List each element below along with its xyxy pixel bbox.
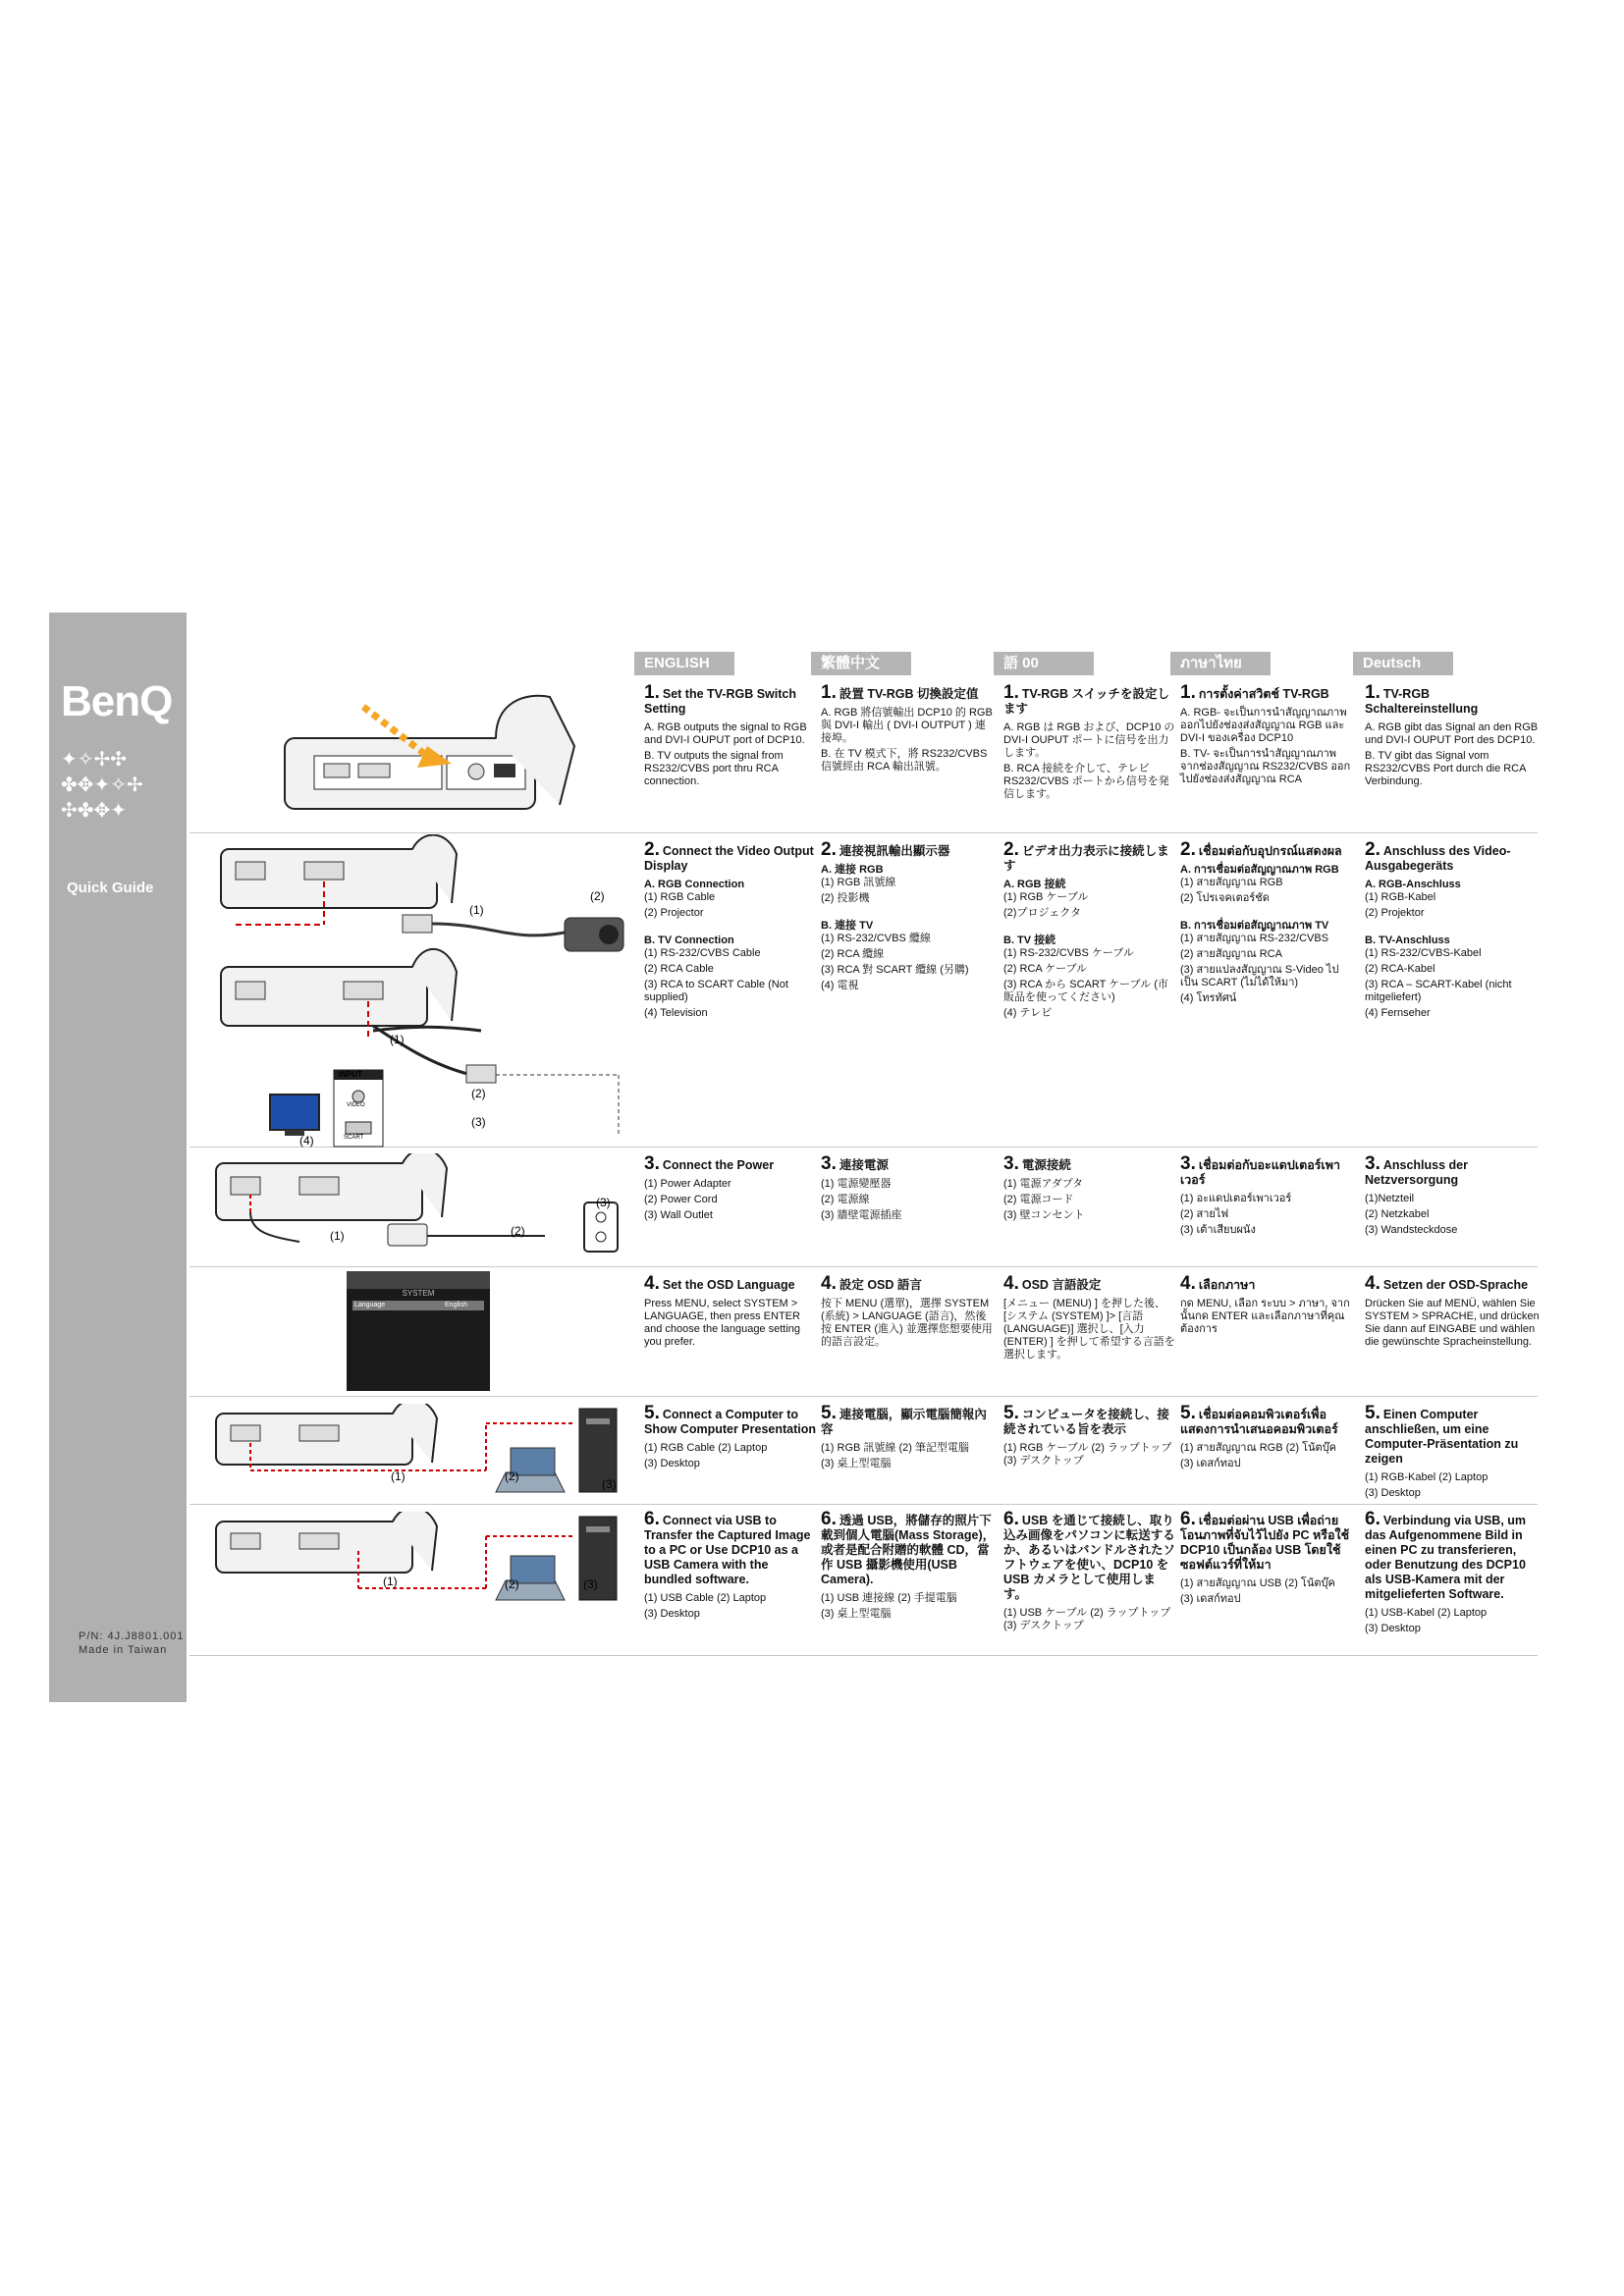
step-number: 4.: [1180, 1273, 1196, 1294]
instruction-item: B. RCA 接続を介して、テレビ RS232/CVBS ポートから信号を発信します。: [1003, 763, 1169, 800]
instruction-item: (1)Netzteil: [1365, 1193, 1415, 1204]
video-port-label: VIDEO: [347, 1102, 365, 1108]
instruction-item: (1) RS-232/CVBS Cable: [644, 947, 761, 959]
step-title-text: USB を通じて接続し、取り込み画像をパソコンに転送するか、あるいはバンドルされたソフトウェアを使い、DCP10 を USB カメラとして使用します。: [1003, 1514, 1176, 1601]
step4-chinese-column: [821, 1273, 996, 1352]
instruction-item: (2) 電源コード: [1003, 1194, 1074, 1205]
sidebar-glyph-text: ✦✧✢✣ ✤✥✦✧✢ ✣✤✥✦: [61, 747, 143, 822]
instruction-item: B. TV outputs the signal from RS232/CVBS port thru RCA connection.: [644, 750, 784, 787]
instruction-item: Press MENU, select SYSTEM > LANGUAGE, then press ENTER and choose the language setting you prefer.: [644, 1298, 801, 1348]
step-title-text: 設置 TV-RGB 切換設定值: [839, 687, 979, 701]
step-title-text: Set the TV-RGB Switch Setting: [644, 687, 796, 716]
step-number: 4.: [1003, 1273, 1019, 1294]
instruction-item: (1) สายสัญญาณ RGB (2) โน้ตบุ๊ค: [1180, 1442, 1337, 1454]
subsection-heading: B. TV-Anschluss: [1365, 934, 1450, 946]
step-title: [821, 1509, 996, 1587]
step-title-text: เชื่อมต่อกับอุปกรณ์แสดงผล: [1198, 844, 1342, 858]
instruction-item: (1) RGB-Kabel: [1365, 891, 1436, 903]
osd-language-item: Language: [354, 1302, 386, 1308]
step-number: 5.: [1003, 1403, 1019, 1423]
step-title: [1365, 1273, 1540, 1294]
instruction-item: (1) 電源アダプタ: [1003, 1178, 1083, 1190]
step-number: 2.: [1180, 839, 1196, 860]
step-title: [821, 1403, 996, 1437]
step-title: [821, 839, 996, 860]
step-title-text: เชื่อมต่อคอมพิวเตอร์เพื่อแสดงการนำเสนอคอมพิวเตอร์: [1180, 1408, 1338, 1436]
step-title: [1180, 1509, 1355, 1573]
step3-callout-1: (1): [330, 1229, 345, 1243]
step-title: [1365, 682, 1540, 717]
step-number: 2.: [644, 839, 660, 860]
spacer: [1003, 923, 1178, 933]
subsection-heading: B. TV Connection: [644, 934, 734, 946]
step2-tv-illustration: [216, 928, 628, 1148]
instruction-item: [メニュー (MENU) ] を押した後、[システム (SYSTEM) ]> [言語 (LANGUAGE)] 選択し、[入力 (ENTER) ] を押して希望する言語を選択します。: [1003, 1298, 1175, 1361]
step-title: [1003, 839, 1178, 874]
instruction-item: (2) สายสัญญาณ RCA: [1180, 948, 1282, 960]
part-number: [79, 1629, 185, 1657]
subsection-heading: A. RGB-Anschluss: [1365, 879, 1461, 890]
step6-german-column: [1365, 1509, 1540, 1638]
step-number: 5.: [1365, 1403, 1380, 1423]
step6-callout-3: (3): [583, 1577, 598, 1591]
osd-system-title: SYSTEM: [402, 1289, 435, 1298]
instruction-item: A. RGB- จะเป็นการนำสัญญาณภาพออกไปยังช่องส่งสัญญาณ RGB และ DVI-I ของเครื่อง DCP10: [1180, 707, 1347, 744]
instruction-item: (2) Netzkabel: [1365, 1208, 1430, 1220]
step-title: [1180, 1153, 1355, 1188]
spacer: [1180, 908, 1355, 918]
step-title-text: 設定 OSD 語言: [839, 1278, 922, 1292]
instruction-item: (1) RGB 訊號線: [821, 877, 896, 888]
spacer: [821, 908, 996, 918]
instruction-item: (3) 牆壁電源插座: [821, 1209, 902, 1221]
instruction-item: A. RGB は RGB および、DCP10 の DVI-I OUPUT ポートに信号を出力します。: [1003, 721, 1175, 759]
step-number: 4.: [644, 1273, 660, 1294]
step-title: [821, 1153, 996, 1174]
step-title-text: การตั้งค่าสวิตช์ TV-RGB: [1198, 687, 1329, 701]
instruction-item: (1) Power Adapter: [644, 1178, 731, 1190]
step-number: 5.: [644, 1403, 660, 1423]
row-divider: [189, 832, 1538, 833]
instruction-item: Drücken Sie auf MENÜ, wählen Sie SYSTEM > SPRACHE, und drücken Sie dann auf EINGABE und wählen die gewünschte Spracheinstellung.: [1365, 1298, 1540, 1348]
step5-callout-3: (3): [602, 1477, 617, 1491]
step-title-text: Anschluss des Video-Ausgabegeräts: [1365, 844, 1511, 873]
step-number: 5.: [821, 1403, 837, 1423]
spacer: [644, 923, 819, 933]
instruction-item: (4) テレビ: [1003, 1007, 1053, 1019]
instruction-item: (2) Power Cord: [644, 1194, 718, 1205]
step4-osd-screen: [347, 1271, 490, 1391]
step3-japanese-column: [1003, 1153, 1178, 1225]
step-title-text: เลือกภาษา: [1198, 1278, 1256, 1292]
instruction-item: (1) RS-232/CVBS-Kabel: [1365, 947, 1482, 959]
step2-chinese-column: [821, 839, 996, 995]
instruction-item: B. TV- จะเป็นการนำสัญญาณภาพจากช่องสัญญาณ RS232/CVBS ออกไปยังช่องส่งสัญญาณ RCA: [1180, 748, 1351, 785]
step-title-text: 透過 USB，將儲存的照片下載到個人電腦(Mass Storage)，或者是配合附贈的軟體 CD，當作 USB 攝影機使用(USB Camera).: [821, 1514, 996, 1586]
row-divider: [189, 1266, 1538, 1267]
row-divider: [189, 1504, 1538, 1505]
step-title-text: コンピュータを接続し、接続されている旨を表示: [1003, 1408, 1169, 1436]
step-title-text: Verbindung via USB, um das Aufgenommene Bild in einen PC zu transferieren, oder Benutzung des DCP10 als USB-Kamera mit der mitgelieferten Software.: [1365, 1514, 1527, 1601]
step2-tv-callout-4: (4): [299, 1134, 314, 1148]
instruction-item: (4) 電視: [821, 980, 859, 991]
step-title-text: 連接電腦，顯示電腦簡報內容: [821, 1408, 987, 1436]
instruction-item: (3) Wandsteckdose: [1365, 1224, 1458, 1236]
made-in-text: Made in Taiwan: [79, 1644, 168, 1656]
instruction-item: (1) RGB Cable (2) Laptop: [644, 1442, 768, 1454]
subsection-heading: A. RGB Connection: [644, 879, 745, 890]
step3-german-column: [1365, 1153, 1540, 1240]
step-title: [1003, 1403, 1178, 1437]
instruction-item: กด MENU, เลือก ระบบ > ภาษา, จากนั้นกด ENTER และเลือกภาษาที่คุณต้องการ: [1180, 1298, 1350, 1335]
step3-power-illustration: [211, 1153, 623, 1263]
instruction-item: (2) Projector: [644, 907, 704, 919]
step-title: [1180, 1403, 1355, 1437]
instruction-item: (3) เดสก์ทอป: [1180, 1593, 1241, 1605]
instruction-item: A. RGB 將信號輸出 DCP10 的 RGB 與 DVI-I 輸出 ( DVI-I OUTPUT ) 連接埠。: [821, 707, 993, 744]
step-title-text: Connect a Computer to Show Computer Presentation: [644, 1408, 817, 1436]
instruction-item: (3) 壁コンセント: [1003, 1209, 1085, 1221]
step-number: 1.: [1180, 682, 1196, 703]
instruction-item: (1) USB-Kabel (2) Laptop: [1365, 1607, 1488, 1619]
step-title-text: Setzen der OSD-Sprache: [1382, 1278, 1529, 1292]
step-number: 3.: [1365, 1153, 1380, 1174]
step1-thai-column: [1180, 682, 1355, 789]
step5-japanese-column: [1003, 1403, 1178, 1470]
step2-callout-1: (1): [469, 903, 484, 917]
step-number: 6.: [1003, 1509, 1019, 1529]
step-title-text: 電源接続: [1021, 1158, 1071, 1172]
instruction-item: (3) Desktop: [1365, 1623, 1421, 1634]
step5-callout-2: (2): [505, 1469, 519, 1483]
step-number: 1.: [1365, 682, 1380, 703]
subsection-heading: A. การเชื่อมต่อสัญญาณภาพ RGB: [1180, 864, 1339, 876]
instruction-item: A. RGB outputs the signal to RGB and DVI-I OUPUT port of DCP10.: [644, 721, 807, 746]
step-title: [821, 1273, 996, 1294]
step2-english-column: [644, 839, 819, 1023]
step5-callout-1: (1): [391, 1469, 406, 1483]
step-title: [1003, 1153, 1178, 1174]
step-title-text: Anschluss der Netzversorgung: [1365, 1158, 1468, 1187]
instruction-item: (1) RGB Cable: [644, 891, 716, 903]
step-number: 1.: [821, 682, 837, 703]
step3-callout-2: (2): [511, 1224, 525, 1238]
subsection-heading: B. การเชื่อมต่อสัญญาณภาพ TV: [1180, 920, 1329, 932]
instruction-item: (2) RCA ケーブル: [1003, 963, 1088, 975]
step-title: [1365, 1153, 1540, 1188]
step-title-text: TV-RGB スイッチを設定します: [1003, 687, 1170, 716]
instruction-item: (1) สายสัญญาณ RS-232/CVBS: [1180, 933, 1329, 944]
step2-tv-callout-2: (2): [471, 1087, 486, 1100]
step-title: [644, 839, 819, 874]
instruction-item: (1) USB 連接線 (2) 手提電腦: [821, 1592, 957, 1604]
step6-english-column: [644, 1509, 819, 1624]
step-title-text: TV-RGB Schaltereinstellung: [1365, 687, 1479, 716]
instruction-item: (3) เดสก์ทอป: [1180, 1458, 1241, 1469]
step4-english-column: [644, 1273, 819, 1352]
instruction-item: (3) RCA 對 SCART 纜線 (另購): [821, 964, 969, 976]
step-title: [1365, 839, 1540, 874]
instruction-item: (3) Desktop: [1365, 1487, 1421, 1499]
subsection-heading: B. 連接 TV: [821, 920, 874, 932]
instruction-item: (2) RCA 纜線: [821, 948, 885, 960]
subsection-heading: A. RGB 接続: [1003, 879, 1066, 890]
step-number: 2.: [1003, 839, 1019, 860]
instruction-item: (2)プロジェクタ: [1003, 907, 1082, 919]
instruction-item: (4) Fernseher: [1365, 1007, 1431, 1019]
instruction-item: (1) สายสัญญาณ RGB: [1180, 877, 1283, 888]
instruction-item: (1) RGB-Kabel (2) Laptop: [1365, 1471, 1489, 1483]
step-title-text: Connect the Video Output Display: [644, 844, 814, 873]
step-title: [1003, 1509, 1178, 1602]
benq-logo: BenQ: [61, 677, 173, 725]
step-number: 5.: [1180, 1403, 1196, 1423]
instruction-item: (1) สายสัญญาณ USB (2) โน้ตบุ๊ค: [1180, 1577, 1335, 1589]
header-german: Deutsch: [1353, 652, 1453, 675]
instruction-item: (2) 投影機: [821, 892, 870, 904]
row-divider: [189, 1655, 1538, 1656]
step-title: [1365, 1509, 1540, 1602]
step-number: 6.: [1365, 1509, 1380, 1529]
osd-language-value: English: [445, 1302, 467, 1308]
step2-german-column: [1365, 839, 1540, 1023]
step-title: [644, 1509, 819, 1587]
instruction-item: (3) RCA – SCART-Kabel (nicht mitgeliefert): [1365, 979, 1512, 1003]
instruction-item: (1) RGB 訊號線 (2) 筆記型電腦: [821, 1442, 969, 1454]
step-title: [644, 682, 819, 717]
step-title: [1365, 1403, 1540, 1467]
step-number: 1.: [1003, 682, 1019, 703]
step-number: 4.: [821, 1273, 837, 1294]
step3-callout-3: (3): [596, 1196, 611, 1209]
quick-guide-label: Quick Guide: [67, 880, 154, 896]
header-english: ENGLISH: [634, 652, 734, 675]
step5-english-column: [644, 1403, 819, 1473]
step2-thai-column: [1180, 839, 1355, 1008]
step-title: [821, 682, 996, 703]
instruction-item: (1) USB ケーブル (2) ラップトップ (3) デスクトップ: [1003, 1607, 1171, 1631]
instruction-item: (1) RGB ケーブル (2) ラップトップ (3) デスクトップ: [1003, 1442, 1172, 1467]
instruction-item: (1) RGB ケーブル: [1003, 891, 1089, 903]
header-thai: ภาษาไทย: [1170, 652, 1271, 675]
step1-japanese-column: [1003, 682, 1178, 804]
step3-chinese-column: [821, 1153, 996, 1225]
step-title: [1003, 1273, 1178, 1294]
instruction-item: (4) Television: [644, 1007, 708, 1019]
instruction-item: (1) อะแดปเตอร์เพาเวอร์: [1180, 1193, 1292, 1204]
step-title: [1003, 682, 1178, 717]
instruction-item: (1) RS-232/CVBS 纜線: [821, 933, 931, 944]
step-number: 6.: [644, 1509, 660, 1529]
header-traditional-chinese: 繁體中文: [811, 652, 911, 675]
header-japanese: 語 00: [994, 652, 1094, 675]
instruction-item: (2) สายไฟ: [1180, 1208, 1229, 1220]
step-number: 3.: [1180, 1153, 1196, 1174]
step6-callout-2: (2): [505, 1577, 519, 1591]
part-number-text: P/N: 4J.J8801.001: [79, 1630, 185, 1642]
step1-english-column: [644, 682, 819, 791]
step-title: [1180, 839, 1355, 860]
spacer: [1365, 923, 1540, 933]
input-panel-label: INPUT: [339, 1070, 362, 1079]
step-number: 6.: [1180, 1509, 1196, 1529]
step-title-text: 連接電源: [839, 1158, 889, 1172]
step4-german-column: [1365, 1273, 1540, 1352]
instruction-item: (1) 電源變壓器: [821, 1178, 892, 1190]
row-divider: [189, 1396, 1538, 1397]
instruction-item: (3) Wall Outlet: [644, 1209, 713, 1221]
instruction-item: (1) USB Cable (2) Laptop: [644, 1592, 767, 1604]
step-title-text: Set the OSD Language: [662, 1278, 795, 1292]
step-title: [644, 1273, 819, 1294]
step-number: 3.: [644, 1153, 660, 1174]
step5-german-column: [1365, 1403, 1540, 1503]
step6-thai-column: [1180, 1509, 1355, 1609]
step-title: [1180, 1273, 1355, 1294]
instruction-item: (3) RCA to SCART Cable (Not supplied): [644, 979, 788, 1003]
step-number: 3.: [1003, 1153, 1019, 1174]
step-title-text: ビデオ出力表示に接続します: [1003, 844, 1169, 873]
step1-device-illustration: [280, 687, 584, 825]
step2-callout-2: (2): [590, 889, 605, 903]
instruction-item: (4) โทรทัศน์: [1180, 992, 1237, 1004]
step1-chinese-column: [821, 682, 996, 776]
osd-toolbar: [347, 1271, 490, 1289]
step5-thai-column: [1180, 1403, 1355, 1473]
step1-german-column: [1365, 682, 1540, 791]
subsection-heading: B. TV 接続: [1003, 934, 1056, 946]
instruction-item: A. RGB gibt das Signal an den RGB und DVI-I OUPUT Port des DCP10.: [1365, 721, 1539, 746]
step5-chinese-column: [821, 1403, 996, 1473]
instruction-item: (3) สายแปลงสัญญาณ S-Video ไปเป็น SCART (ไม่ได้ให้มา): [1180, 964, 1339, 988]
instruction-item: (3) 桌上型電腦: [821, 1608, 892, 1620]
step-title-text: Connect via USB to Transfer the Captured Image to a PC or Use DCP10 as a USB Camera with the bundled software.: [644, 1514, 811, 1586]
step2-japanese-column: [1003, 839, 1178, 1023]
instruction-item: (2) 電源線: [821, 1194, 870, 1205]
step-title: [644, 1403, 819, 1437]
step-title: [644, 1153, 819, 1174]
step-title-text: เชื่อมต่อผ่าน USB เพื่อถ่ายโอนภาพที่จับไว้ไปยัง PC หรือใช้ DCP10 เป็นกล้อง USB โดยใช้ซอฟต์แวร์ที่ให้มา: [1180, 1514, 1350, 1572]
step-title-text: OSD 言語設定: [1021, 1278, 1102, 1292]
instruction-item: 按下 MENU (選單)，選擇 SYSTEM (系統) > LANGUAGE (語言)，然後按 ENTER (進入) 並選擇您想要使用的語言設定。: [821, 1298, 993, 1348]
instruction-item: (3) Desktop: [644, 1458, 700, 1469]
instruction-item: (2) RCA-Kabel: [1365, 963, 1435, 975]
step6-japanese-column: [1003, 1509, 1178, 1635]
step-number: 4.: [1365, 1273, 1380, 1294]
step4-japanese-column: [1003, 1273, 1178, 1364]
instruction-item: (2) โปรเจคเตอร์ชัด: [1180, 892, 1270, 904]
instruction-item: (2) Projektor: [1365, 907, 1425, 919]
step3-english-column: [644, 1153, 819, 1225]
instruction-item: (3) RCA から SCART ケーブル (市販品を使ってください): [1003, 979, 1168, 1003]
instruction-item: B. TV gibt das Signal vom RS232/CVBS Port durch die RCA Verbindung.: [1365, 750, 1526, 787]
instruction-item: (2) RCA Cable: [644, 963, 714, 975]
step-title-text: Connect the Power: [662, 1158, 775, 1172]
subsection-heading: A. 連接 RGB: [821, 864, 884, 876]
step-title-text: 連接視訊輸出顯示器: [839, 844, 950, 858]
step2-tv-callout-3: (3): [471, 1115, 486, 1129]
step-number: 2.: [1365, 839, 1380, 860]
step-number: 6.: [821, 1509, 837, 1529]
step-title-text: เชื่อมต่อกับอะแดปเตอร์เพาเวอร์: [1180, 1158, 1340, 1187]
step-title-text: Einen Computer anschließen, um eine Computer-Präsentation zu zeigen: [1365, 1408, 1519, 1466]
scart-port-label: SCART: [344, 1135, 364, 1141]
step2-tv-callout-1: (1): [390, 1033, 405, 1046]
sidebar: [49, 613, 187, 1702]
step-title: [1180, 682, 1355, 703]
instruction-item: B. 在 TV 模式下，將 RS232/CVBS 信號經由 RCA 輸出訊號。: [821, 748, 988, 773]
instruction-item: (3) เต้าเสียบผนัง: [1180, 1224, 1256, 1236]
step6-usb-illustration: [211, 1512, 623, 1610]
step3-thai-column: [1180, 1153, 1355, 1240]
step6-chinese-column: [821, 1509, 996, 1624]
step-number: 2.: [821, 839, 837, 860]
instruction-item: (3) Desktop: [644, 1608, 700, 1620]
step-number: 1.: [644, 682, 660, 703]
step6-callout-1: (1): [383, 1575, 398, 1588]
instruction-item: (3) 桌上型電腦: [821, 1458, 892, 1469]
instruction-item: (1) RS-232/CVBS ケーブル: [1003, 947, 1134, 959]
step-number: 3.: [821, 1153, 837, 1174]
step4-thai-column: [1180, 1273, 1355, 1339]
step5-computer-illustration: [211, 1404, 623, 1502]
